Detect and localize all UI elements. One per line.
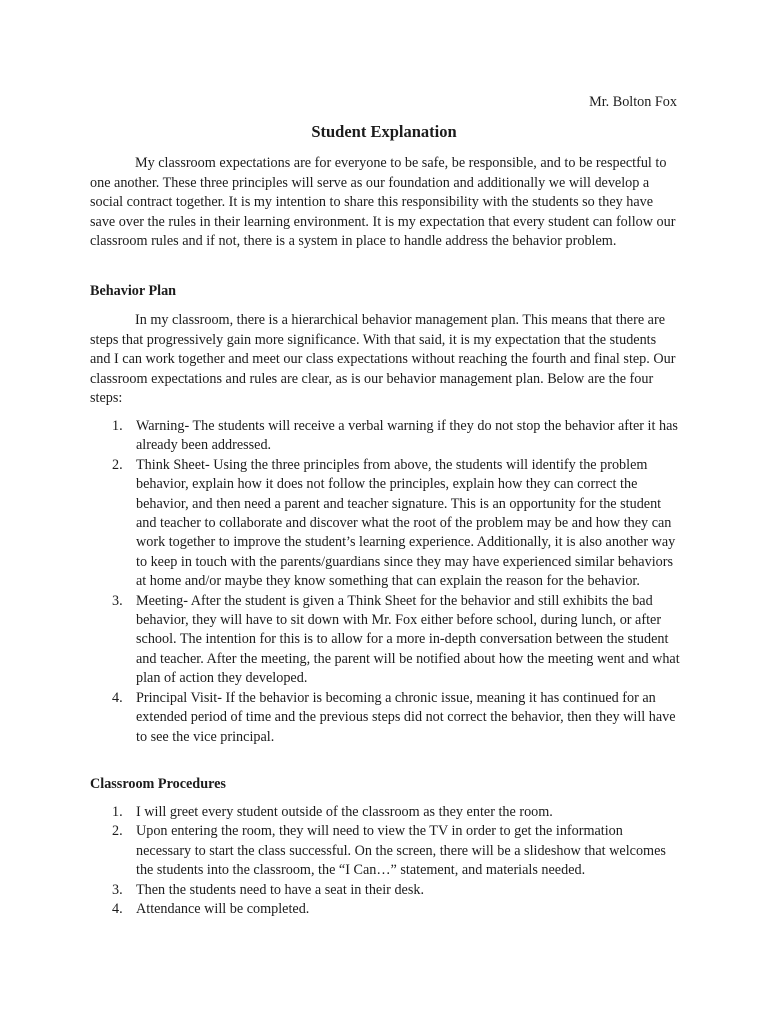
list-item-number: 3. <box>112 881 123 898</box>
behavior-plan-heading: Behavior Plan <box>90 283 177 299</box>
list-item <box>90 881 680 900</box>
list-item-text: Upon entering the room, they will need to view the TV in order to get the information necessary to start the class successful. On the screen, there will be a slideshow that welcomes the students into the classroom, the “I Can…” statement, and materials needed. <box>136 823 666 879</box>
document-title: Student Explanation <box>311 122 457 141</box>
list-item-text: Attendance will be completed. <box>136 901 310 918</box>
behavior-plan-paragraph: In my classroom, there is a hierarchical behavior management plan. This means that there are steps that progressively gain more significance. With that said, it is my expectation that the students and I can work together and meet our class expectations without reaching the fourth and final step. Our classroom expectations and rules are clear, as is our behavior management plan. Below are the four steps: <box>90 312 676 406</box>
list-item <box>90 456 680 592</box>
list-item-number: 1. <box>112 804 123 820</box>
intro-paragraph: My classroom expectations are for everyone to be safe, be responsible, and to be respectful to one another. These three principles will serve as our foundation and additionally we will develop a social contract together. It is my intention to share this responsibility with the students so they have save over the rules in their learning environment. It is my expectation that every student can follow our classroom rules and if not, there is a system in place to handle address the behavior problem. <box>90 155 676 249</box>
list-item <box>90 900 680 919</box>
list-item <box>90 822 680 880</box>
list-item-text: I will greet every student outside of the classroom as they enter the room. <box>136 804 553 820</box>
behavior-steps-list <box>90 417 680 747</box>
list-item-text: Meeting- After the student is given a Think Sheet for the behavior and still exhibits the bad behavior, they will have to sit down with Mr. Fox either before school, during lunch, or after school. The intention for this is to allow for a more in-depth conversation between the student and teacher. After the meeting, the parent will be notified about how the meeting went and what plan of action they developed. <box>136 592 680 687</box>
list-item <box>90 417 680 456</box>
list-item-text: Then the students need to have a seat in their desk. <box>136 881 424 898</box>
list-item <box>90 592 680 689</box>
list-item-text: Warning- The students will receive a verbal warning if they do not stop the behavior after it has already been addressed. <box>136 418 678 454</box>
classroom-procedures-heading: Classroom Procedures <box>90 776 226 792</box>
list-item-number: 1. <box>112 418 123 434</box>
author-name: Mr. Bolton Fox <box>589 94 677 110</box>
list-item-text: Think Sheet- Using the three principles from above, the students will identify the problem behavior, explain how it does not follow the principles, explain how they can correct the behavior, and then need a parent and teacher signature. This is an opportunity for the student and teacher to collaborate and discover what the root of the problem may be and how they can work together to improve the student’s learning experience. Additionally, it is also another way to keep in touch with the parents/guardians since they may have experienced similar behaviors at home and/or maybe they know something that can explain the reason for the behavior. <box>136 456 676 590</box>
list-item-number: 3. <box>112 592 123 609</box>
list-item <box>90 803 680 822</box>
list-item-text: Principal Visit- If the behavior is becoming a chronic issue, meaning it has continued for an extended period of time and the previous steps did not correct the behavior, then they will have to see the vice principal. <box>136 689 676 745</box>
list-item-number: 4. <box>112 689 123 706</box>
procedures-list <box>90 803 680 919</box>
list-item-number: 2. <box>112 456 123 473</box>
list-item-number: 2. <box>112 823 123 840</box>
list-item-number: 4. <box>112 901 123 918</box>
list-item <box>90 689 680 747</box>
